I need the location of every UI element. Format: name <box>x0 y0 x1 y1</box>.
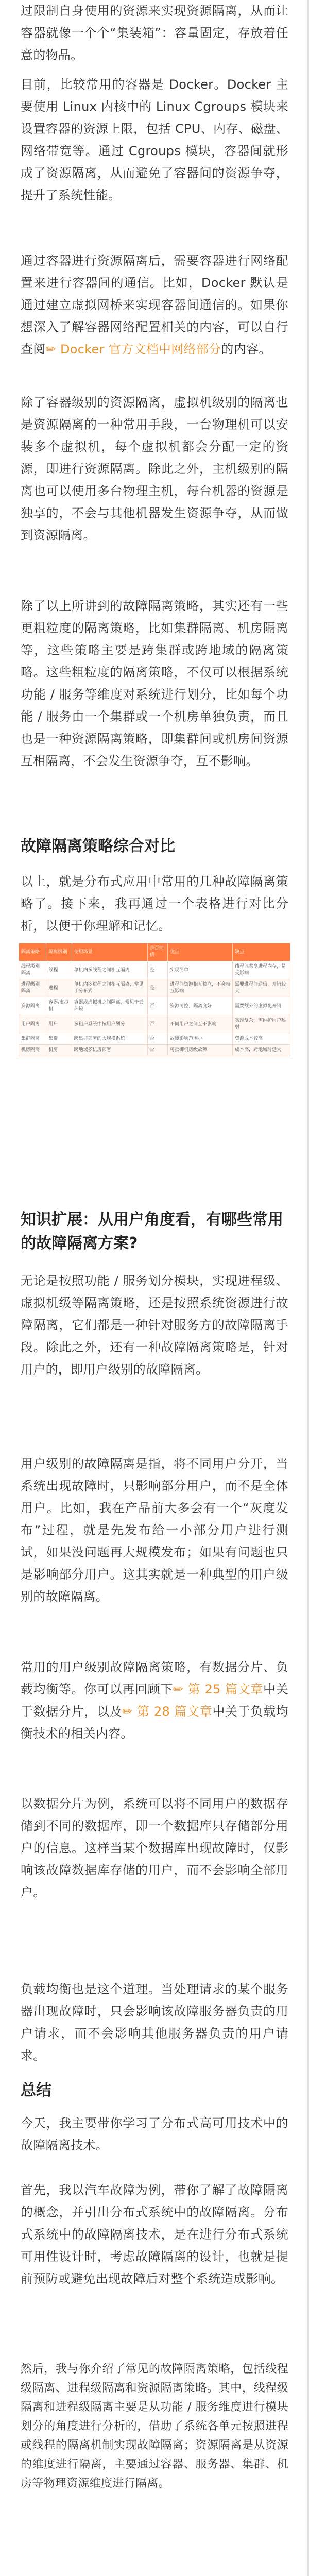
table-cell: 成本高，跨地域时延大 <box>233 1045 290 1056</box>
section-intro <box>0 0 309 66</box>
table-row <box>19 997 290 1015</box>
table-cell: 实现复杂，需维护用户映射 <box>233 1015 290 1033</box>
paragraph-vm: 除了容器级别的资源隔离，虚拟机级别的隔离也是资源隔离的一种常用手段，一台物理机可以安装多个虚拟机，每个虚拟机都会分配一定的资源，即进行资源隔离。除此之外，主机级别的隔离也可以使用多台物理主机，每台机器的资源是独享的，不会与其他机器发生资源争夺，从而做到资源隔离。 <box>21 395 288 543</box>
table-cell: 实现简单 <box>168 961 233 979</box>
section-k3 <box>0 1656 309 1745</box>
article-28-link[interactable]: ✏ 第 28 篇文章 <box>122 1704 213 1719</box>
section-compare-intro <box>0 871 309 937</box>
table-cell: 进程间资源相互独立，不会相互影响 <box>168 979 233 997</box>
section-compare-heading <box>0 835 309 858</box>
table-header-cell: 是否同质 <box>147 943 167 961</box>
table-cell: 单机内多线程之间相互隔离 <box>72 961 147 979</box>
paragraph-k4: 以数据分片为例，系统可以将不同用户的数据存储到不同的数据库，即一个数据库只存储部分用户的信息。这样当某个数据库出现故障时，仅影响该故障数据库存储的用户，而不会影响全部用户。 <box>21 1797 288 1900</box>
table-header-row <box>19 943 290 961</box>
table-row <box>19 979 290 997</box>
table-cell: 不同用户之间互不影响 <box>168 1015 233 1033</box>
section-vm <box>0 392 309 547</box>
article-25-link-label: 第 25 篇文章 <box>187 1682 264 1697</box>
docker-doc-link-label: Docker 官方文档中网络部分 <box>60 342 221 357</box>
table-cell: 容器或虚拟机之间隔离，常见于云环境 <box>72 997 147 1015</box>
paragraph-k5: 负载均衡也是这个道理。当处理请求的某个服务器出现故障时，只会影响该故障服务器负责的用户请求，而不会影响其他服务器负责的用户请求。 <box>21 1982 288 2063</box>
table-cell: 需要进程间通信，开销较大 <box>233 979 290 997</box>
table-cell: 机房 <box>46 1045 72 1056</box>
table-cell: 故障影响范围小 <box>168 1033 233 1045</box>
section-knowledge-heading <box>0 1208 309 1256</box>
table-cell: 容器/虚拟机 <box>46 997 72 1015</box>
table-cell: 集群隔离 <box>19 1033 46 1045</box>
table-cell: 单机内多进程之间相互隔离，常见于分布式 <box>72 979 147 997</box>
paragraph-network <box>0 250 309 361</box>
table-cell: 是 <box>147 961 167 979</box>
network-text: 通过容器进行资源隔离后，需要容器进行网络配置来进行容器间的通信。比如，Docker 默认是通过建立虚拟网桥来实现容器间通信的。如果你想深入了解容器网络配置相关的内容，可以自行查阅 <box>21 253 288 357</box>
section-k5 <box>0 1978 309 2067</box>
table-cell: 否 <box>147 1015 167 1033</box>
table-cell: 否 <box>147 997 167 1015</box>
table-cell: 资源可控，隔离度好 <box>168 997 233 1015</box>
paragraph-k1: 无论是按照功能 / 服务划分模块，实现进程级、虚拟机级等隔离策略，还是按照系统资源进行故障隔离，它们都是一种针对服务方的故障隔离手段。除此之外，还有一种故障隔离策略是，针对用户的，即用户级别的故障隔离。 <box>21 1274 288 1377</box>
table-header-cell: 优点 <box>168 943 233 961</box>
table-cell: 跨集群部署的大规模系统 <box>72 1033 147 1045</box>
k3-text-end: 中关于负载均衡技术的相关内容。 <box>21 1704 288 1741</box>
paragraph-compare: 以上，就是分布式应用中常用的几种故障隔离策略了。接下来，我再通过一个表格进行对比分析，以便于你理解和记忆。 <box>21 874 288 933</box>
table-cell: 是 <box>147 979 167 997</box>
paragraph-s3: 然后，我与你介绍了常见的故障隔离策略，包括线程级隔离、进程级隔离和资源隔离策略。其中，线程级隔离和进程级隔离主要是从功能 / 服务维度进行模块划分的角度进行分析的，借助了系统各单元按照进程或线程的隔离机制实现故障隔离；资源隔离是从资源的维度进行隔离，主要通过容器、服务器、集群、机房等物理资源维度进行隔离。 <box>21 2363 288 2490</box>
table-cell: 机房隔离 <box>19 1045 46 1056</box>
heading-knowledge: 知识扩展：从用户角度看，有哪些常用的故障隔离方案? <box>21 1211 283 1252</box>
table-cell: 资源隔离 <box>19 997 46 1015</box>
section-docker <box>0 74 309 207</box>
table-cell: 进程 <box>46 979 72 997</box>
section-s1 <box>0 2112 309 2157</box>
table-header-cell: 隔离级别 <box>46 943 72 961</box>
table-row <box>19 1015 290 1033</box>
table-row <box>19 1033 290 1045</box>
table-cell: 否 <box>147 1033 167 1045</box>
section-s3 <box>0 2360 309 2493</box>
comparison-table <box>19 943 290 1056</box>
table-cell: 线程级别隔离 <box>19 961 46 979</box>
scrollbar[interactable] <box>307 0 309 2576</box>
table-cell: 资源成本较高 <box>233 1033 290 1045</box>
paragraph-other: 除了以上所讲到的故障隔离策略，其实还有一些更粗粒度的隔离策略，比如集群隔离、机房隔离等，这些策略主要是跨集群或跨地域的隔离策略。这些粗粒度的隔离策略，不仅可以根据系统功能 / 服务等维度对系统进行划分，比如每个功能 / 服务由一个集群或一个机房单独负责，而且也是一种资源隔离策略，即集群间或机房间资源互相隔离，不会发生资源争夺，互不影响。 <box>21 599 288 768</box>
section-network <box>0 250 309 361</box>
section-s2 <box>0 2179 309 2290</box>
table-cell: 可抵御机房级故障 <box>168 1045 233 1056</box>
heading-summary: 总结 <box>21 2081 52 2099</box>
k3-text: 常用的用户级别故障隔离策略，有数据分片、负载均衡等。你可以再回顾下 <box>21 1660 288 1697</box>
table-cell: 线程间共享进程内存，易受影响 <box>233 961 290 979</box>
table-cell: 多租户系统中按用户划分 <box>72 1015 147 1033</box>
table-body <box>19 961 290 1056</box>
network-text-end: 的内容。 <box>221 342 271 357</box>
heading-compare: 故障隔离策略综合对比 <box>21 837 175 855</box>
table-cell: 线程 <box>46 961 72 979</box>
table-cell: 进程级别隔离 <box>19 979 46 997</box>
table-header-cell: 使用场景 <box>72 943 147 961</box>
k3-text-mid: 中关于数据分片，以及 <box>21 1682 288 1719</box>
table-cell: 跨地域多机房部署 <box>72 1045 147 1056</box>
article-28-link-label: 第 28 篇文章 <box>137 1704 213 1719</box>
table-cell: 否 <box>147 1045 167 1056</box>
paragraph-intro: 过限制自身使用的资源来实现资源隔离，从而让容器就像一个个“集装箱”：容量固定，存放着任意的物品。 <box>21 4 288 62</box>
table-cell: 需要额外的虚拟化开销 <box>233 997 290 1015</box>
table-header-cell: 隔离策略 <box>19 943 46 961</box>
table-row <box>19 1045 290 1056</box>
section-other <box>0 595 309 772</box>
section-k4 <box>0 1793 309 1904</box>
table-cell: 集群 <box>46 1033 72 1045</box>
paragraph-s2: 首先，我以汽车故障为例，带你了解了故障隔离的概念，并引出分布式系统中的故障隔离。分布式系统中的故障隔离技术，是在进行分布式系统可用性设计时，考虑故障隔离的设计，也就是提前预防或避免出现故障后对整个系统造成影响。 <box>21 2183 288 2286</box>
paragraph-docker: 目前，比较常用的容器是 Docker。Docker 主要使用 Linux 内核中的 Linux Cgroups 模块来设置容器的资源上限，包括 CPU、内存、磁盘、网络带宽等。通过 Cgroups 模块，容器间就形成了资源隔离，从而避免了容器间的资源争夺，提升了系统性能。 <box>21 77 288 202</box>
paragraph-s1: 今天，我主要带你学习了分布式高可用技术中的故障隔离技术。 <box>21 2116 288 2153</box>
paragraph-k3 <box>0 1656 309 1745</box>
docker-doc-link[interactable]: ✏ Docker 官方文档中网络部分 <box>45 342 221 357</box>
article-25-link[interactable]: ✏ 第 25 篇文章 <box>173 1682 264 1697</box>
paragraph-k2: 用户级别的故障隔离是指，将不同用户分开，当系统出现故障时，只影响部分用户，而不是全体用户。比如，我在产品前大多会有一个“灰度发布”过程，就是先发布给一小部分用户进行测试，如果没问题再大规模发布；如果有问题也只是影响部分用户。这其实就是一种典型的用户级别的故障隔离。 <box>21 1456 288 1604</box>
table-header-cell: 缺点 <box>233 943 290 961</box>
table-cell: 用户 <box>46 1015 72 1033</box>
table-cell: 用户隔离 <box>19 1015 46 1033</box>
section-summary-heading <box>0 2079 309 2103</box>
section-k2 <box>0 1453 309 1608</box>
section-k1 <box>0 1270 309 1381</box>
table-row <box>19 961 290 979</box>
